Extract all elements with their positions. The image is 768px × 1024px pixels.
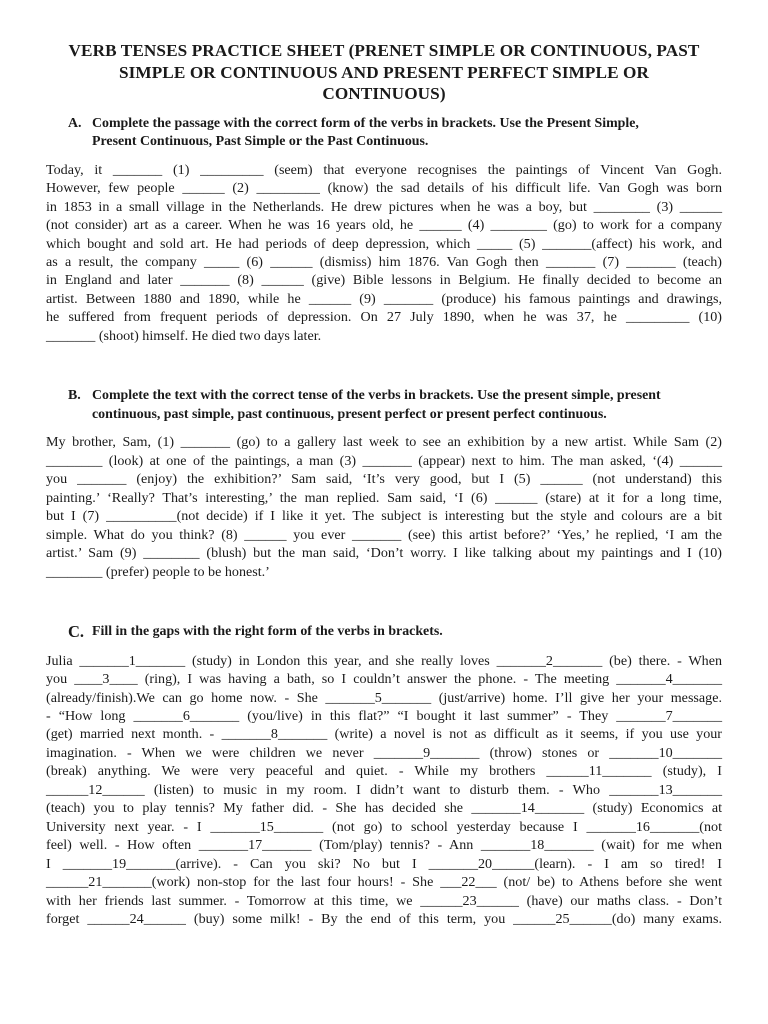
passage-line: ______12______ (listen) to music in my room. I didn’t want to disturb them. - Who _______13_______ <box>46 781 722 798</box>
page-title <box>46 40 722 105</box>
passage-line: forget ______24______ (buy) some milk! - By the end of this term, you ______25______(do) many exams. <box>46 910 722 927</box>
passage-line: he suffered from frequent periods of depression. On 27 July 1890, when he was 37, he _________ (10) <box>46 309 722 326</box>
passage-line: ______21_______(work) non-stop for the last four hours! - She ___22___ (not/ be) to Athens before she went <box>46 874 722 891</box>
section-a-passage <box>46 161 722 346</box>
section-b-letter: B. <box>68 388 81 404</box>
passage-line: with her friends last summer. - Tomorrow at this time, we ______23______ (have) our maths class. - Don’t <box>46 892 722 909</box>
passage-line: ________ (look) at one of the paintings, a man (3) _______ (appear) next to him. The man asked, ‘(4) ______ <box>46 452 722 469</box>
section-a-instruction-text <box>92 115 722 152</box>
section-b-passage <box>46 433 722 581</box>
passage-line: (teach) you to play tennis? My father did. - She has decided she _______14_______ (study) Economics at <box>46 800 722 817</box>
passage-line: My brother, Sam, (1) _______ (go) to a gallery last week to see an exhibition by a new artist. While Sam (2) <box>46 434 722 451</box>
passage-line: feel) well. - How often _______17_______ (Tom/play) tennis? - Ann _______18_______ (wait) for me when <box>46 837 722 854</box>
title-line-3: CONTINUOUS) <box>322 84 446 103</box>
passage-line: ________ (prefer) people to be honest.’ <box>46 563 270 580</box>
passage-line: (get) married next month. - _______8_______ (write) a novel is not as difficult as it seems, if you use your <box>46 726 722 743</box>
passage-line: but I (7) __________(not decide) if I like it yet. The subject is interesting but the style and colours are a bit <box>46 508 722 525</box>
section-b-instruction-text <box>92 387 722 424</box>
passage-line: in England and later _______ (8) ______ (give) Bible lessons in Belgium. He finally decided to become an <box>46 272 722 289</box>
passage-line: painting.’ ‘Really? That’s interesting,’ the man replied. Sam said, ‘I (6) ______ (stare) at it for a long time, <box>46 489 722 506</box>
section-b-instruction <box>46 387 722 424</box>
passage-line: Julia _______1_______ (study) in London this year, and she really loves _______2_______ (be) there. - When <box>46 652 722 669</box>
passage-line: imagination. - When we were children we never _______9_______ (throw) stones or _______10_______ <box>46 744 722 761</box>
passage-line: as a result, the company _____ (6) ______ (dismiss) him 1876. Van Gogh then _______ (7) _______ (teach) <box>46 253 722 270</box>
passage-line: Today, it _______ (1) _________ (seem) that everyone recognises the paintings of Vincent Van Gogh. <box>46 161 722 178</box>
title-line-2: SIMPLE OR CONTINUOUS AND PRESENT PERFECT SIMPLE OR <box>118 62 650 82</box>
passage-line: artist.’ Sam (9) ________ (blush) but the man said, ‘Don’t worry. I like talking about my paintings and I (10) <box>46 545 722 562</box>
section-a-letter: A. <box>68 115 82 131</box>
section-c-instruction <box>46 623 722 642</box>
passage-line: artist. Between 1880 and 1890, while he ______ (9) _______ (produce) his famous paintings and drawings, <box>46 290 722 307</box>
passage-line: (break) anything. We were very peaceful and quiet. - While my brothers ______11_______ (study), I <box>46 763 722 780</box>
passage-line: However, few people ______ (2) _________ (know) the sad details of his difficult life. Van Gogh was born <box>46 180 722 197</box>
section-b-instruction-line-1: Complete the text with the correct tense of the verbs in brackets. Use the present simple, present <box>92 388 661 404</box>
passage-line: you _______ (enjoy) the exhibition?’ Sam said, ‘It’s very good, but I (5) ______ (not understand) this <box>46 471 722 488</box>
passage-line: simple. What do you think? (8) ______ you ever _______ (see) this artist before?’ ‘Yes,’ he replied, ‘I am the <box>46 526 722 543</box>
section-a-instruction-line-2: Present Continuous, Past Simple or the Past Continuous. <box>92 134 429 150</box>
passage-line: I _______19_______(arrive). - Can you ski? No but I _______20______(learn). - I am so tired! I <box>46 855 722 872</box>
passage-line: you ____3____ (ring), I was having a bath, so I couldn’t answer the phone. - The meeting _______4_______ <box>46 671 722 688</box>
passage-line: (already/finish).We can go home now. - She _______5_______ (just/arrive) home. I’ll give her your message. <box>46 689 722 706</box>
passage-line: which bought and sold art. He had periods of deep depression, which _____ (5) _______(affect) his work, and <box>46 235 722 252</box>
passage-line: - “How long _______6_______ (you/live) in this flat?” “I bought it last summer” - They _______7_______ <box>46 707 722 724</box>
title-line-1: VERB TENSES PRACTICE SHEET (PRENET SIMPLE OR CONTINUOUS, PAST <box>68 41 700 60</box>
passage-line: in 1853 in a small village in the Netherlands. He drew pictures when he was a boy, but ________ (3) ______ <box>46 198 722 215</box>
passage-line: University next year. - I _______15_______ (not go) to school yesterday because I _______16_______(not <box>46 818 722 835</box>
section-a-instruction-line-1: Complete the passage with the correct form of the verbs in brackets. Use the Present Simple, <box>92 115 639 131</box>
section-b-instruction-line-2: continuous, past simple, past continuous, present perfect or present perfect continuous. <box>92 406 607 422</box>
section-c-instruction-text: Fill in the gaps with the right form of the verbs in brackets. <box>92 624 443 640</box>
passage-line: (not consider) art as a career. When he was 16 years old, he ______ (4) ________ (go) to work for a company <box>46 217 722 234</box>
section-a-instruction <box>46 115 722 152</box>
section-c-letter: C. <box>68 622 85 642</box>
section-c-passage <box>46 652 722 929</box>
passage-line: _______ (shoot) himself. He died two days later. <box>46 327 322 344</box>
